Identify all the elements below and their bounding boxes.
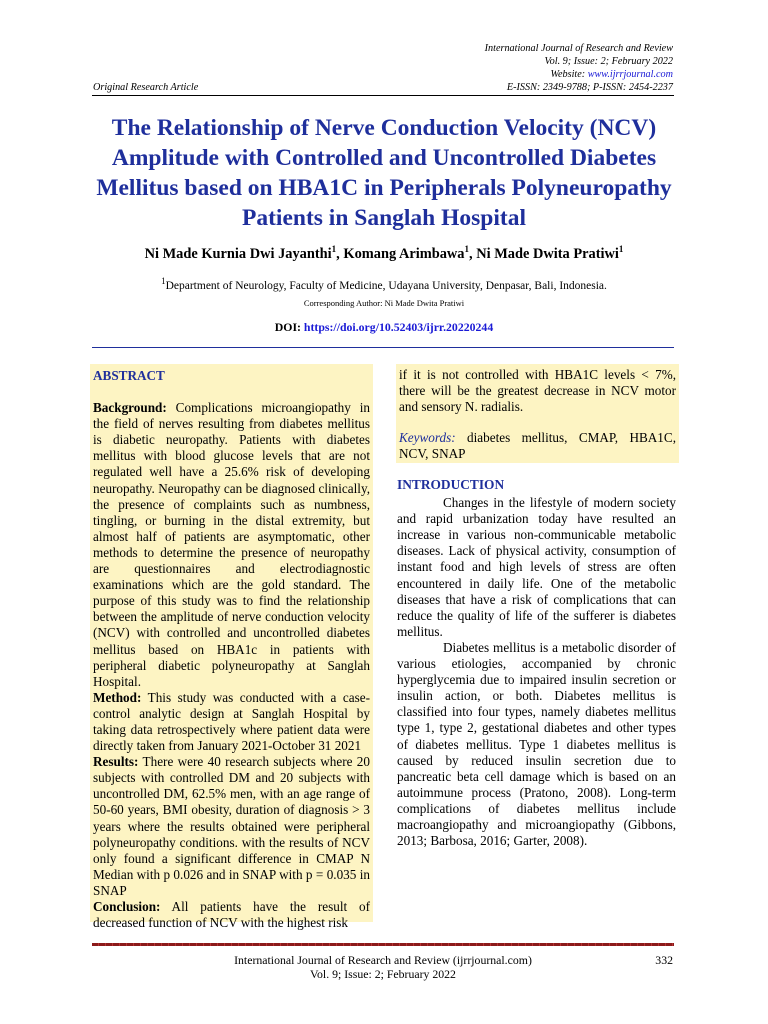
author-affil-mark: 1 bbox=[331, 244, 337, 254]
introduction-paragraph: Diabetes mellitus is a metabolic disorder of various etiologies, accompanied by chronic hyperglycemia due to impaired insulin secretion or insulin action, or both. Diabetes mellitus is classified into four types, namely diabetes mellitus type 1, type 2, gestational diabetes and other types of diabetes mellitus. Type 1 diabetes mellitus is caused by reduced insulin secretion due to pancreatic beta cell damage which is based on an autoimmune process (Pratono, 2008). Long-term complications of diabetes mellitus include macroangiopathy and microangiopathy (Gibbons, 2013; Barbosa, 2016; Garter, 2008). bbox=[397, 639, 676, 849]
page-number: 332 bbox=[655, 953, 673, 967]
abstract-background bbox=[93, 400, 370, 690]
journal-footer bbox=[92, 953, 674, 981]
footer-issue: Vol. 9; Issue: 2; February 2022 bbox=[310, 967, 456, 981]
affiliation bbox=[60, 274, 708, 294]
website-label: Website: bbox=[550, 69, 588, 80]
introduction-paragraph: Changes in the lifestyle of modern society and rapid urbanization today have resulted an increase in various non-communicable metabolic diseases. Lack of physical activity, consumption of instant food and high levels of stress are often encountered in daily life. One of the metabolic diseases that have a risk of complications that can reduce the quality of life of the sufferer is diabetes mellitus. bbox=[397, 495, 676, 639]
footer-divider bbox=[92, 943, 674, 946]
author-separator: , bbox=[469, 245, 477, 262]
journal-issn: E-ISSN: 2349-9788; P-ISSN: 2454-2237 bbox=[506, 82, 673, 93]
background-text: Complications microangiopathy in the field of nerves resulting from diabetes mellitus is diabetic neuropathy. Patients with diabetes mellitus with blood glucose levels that are not regulated well have a 25.6% risk of developing neuropathy. Neuropathy can be diagnosed clinically, the presence of complaints such as numbness, tingling, or burning in the distal extremity, but almost half of patients are asymptomatic, other methods to determine the presence of neuropathy are questionnaires and electrodiagnostic examinations which are the gold standard. The purpose of this study was to find the relationship between the amplitude of nerve conduction velocity (NCV) with controlled and uncontrolled diabetes mellitus based on HBA1c in patients with peripheral diabetic polyneuropathy at Sanglah Hospital. bbox=[93, 400, 370, 689]
author-affil-mark: 1 bbox=[618, 244, 624, 254]
journal-issue: Vol. 9; Issue: 2; February 2022 bbox=[544, 56, 673, 67]
doi-link[interactable]: https://doi.org/10.52403/ijrr.20220244 bbox=[303, 320, 494, 334]
abstract-conclusion bbox=[93, 899, 370, 931]
method-label: Method: bbox=[93, 689, 142, 705]
introduction-section bbox=[397, 477, 676, 849]
method-text: This study was conducted with a case-control analytic design at Sanglah Hospital by taking data retrospectively where patient data were directly taken from January 2021-October 31 2021 bbox=[93, 689, 370, 754]
background-label: Background: bbox=[93, 400, 167, 416]
journal-name: International Journal of Research and Review bbox=[484, 43, 673, 54]
affiliation-text: Department of Neurology, Faculty of Medicine, Udayana University, Denpasar, Bali, Indonesia. bbox=[165, 279, 607, 292]
keywords-text: diabetes mellitus, CMAP, HBA1C, NCV, SNAP bbox=[399, 430, 676, 462]
abstract-method bbox=[93, 690, 370, 754]
website-link[interactable]: www.ijrrjournal.com bbox=[587, 69, 673, 80]
paper-title: The Relationship of Nerve Conduction Velocity (NCV) Amplitude with Controlled and Uncontrolled Diabetes Mellitus based on HBA1C in Peripherals Polyneuropathy Patients in Sanglah Hospital bbox=[96, 115, 672, 231]
keywords bbox=[399, 430, 676, 462]
footer-journal: International Journal of Research and Review (ijrrjournal.com) bbox=[234, 953, 532, 967]
introduction-heading: INTRODUCTION bbox=[397, 477, 505, 492]
title-divider bbox=[92, 347, 674, 348]
author-name: Ni Made Kurnia Dwi Jayanthi bbox=[144, 245, 332, 262]
author-separator: , bbox=[336, 245, 344, 262]
results-label: Results: bbox=[93, 754, 139, 770]
author-list bbox=[60, 240, 708, 263]
conclusion-continuation: if it is not controlled with HBA1C levels < 7%, there will be the greatest decrease in NCV motor and sensory N. radialis. bbox=[399, 367, 676, 415]
affiliation-mark: 1 bbox=[161, 276, 166, 286]
doi-label: DOI: bbox=[274, 320, 304, 334]
abstract-results bbox=[93, 754, 370, 899]
abstract-box bbox=[90, 364, 373, 931]
doi-line bbox=[60, 320, 708, 335]
author-affil-mark: 1 bbox=[464, 244, 470, 254]
conclusion-label: Conclusion: bbox=[93, 899, 161, 914]
author-name: Ni Made Dwita Pratiwi bbox=[476, 245, 619, 262]
results-text: There were 40 research subjects where 20 subjects with controlled DM and 20 subjects with uncontrolled DM, 62.5% men, with an age range of 50-60 years, BMI obesity, duration of diagnosis > 3 years where the results obtained were peripheral polyneuropathy conditions. with the results of NCV only found a significant difference in CMAP N Median with p 0.026 and in SNAP with p = 0.035 in SNAP bbox=[93, 754, 370, 898]
abstract-heading: ABSTRACT bbox=[93, 368, 165, 383]
corresponding-author: Corresponding Author: Ni Made Dwita Pratiwi bbox=[303, 298, 465, 308]
abstract-continuation-box bbox=[396, 364, 679, 463]
journal-header bbox=[273, 42, 673, 94]
header-divider bbox=[92, 95, 674, 96]
author-name: Komang Arimbawa bbox=[343, 245, 465, 262]
journal-website bbox=[273, 68, 673, 81]
article-type: Original Research Article bbox=[93, 82, 199, 93]
conclusion-text: All patients have the result of decreased function of NCV with the highest risk bbox=[93, 899, 370, 931]
keywords-label: Keywords: bbox=[399, 430, 456, 446]
